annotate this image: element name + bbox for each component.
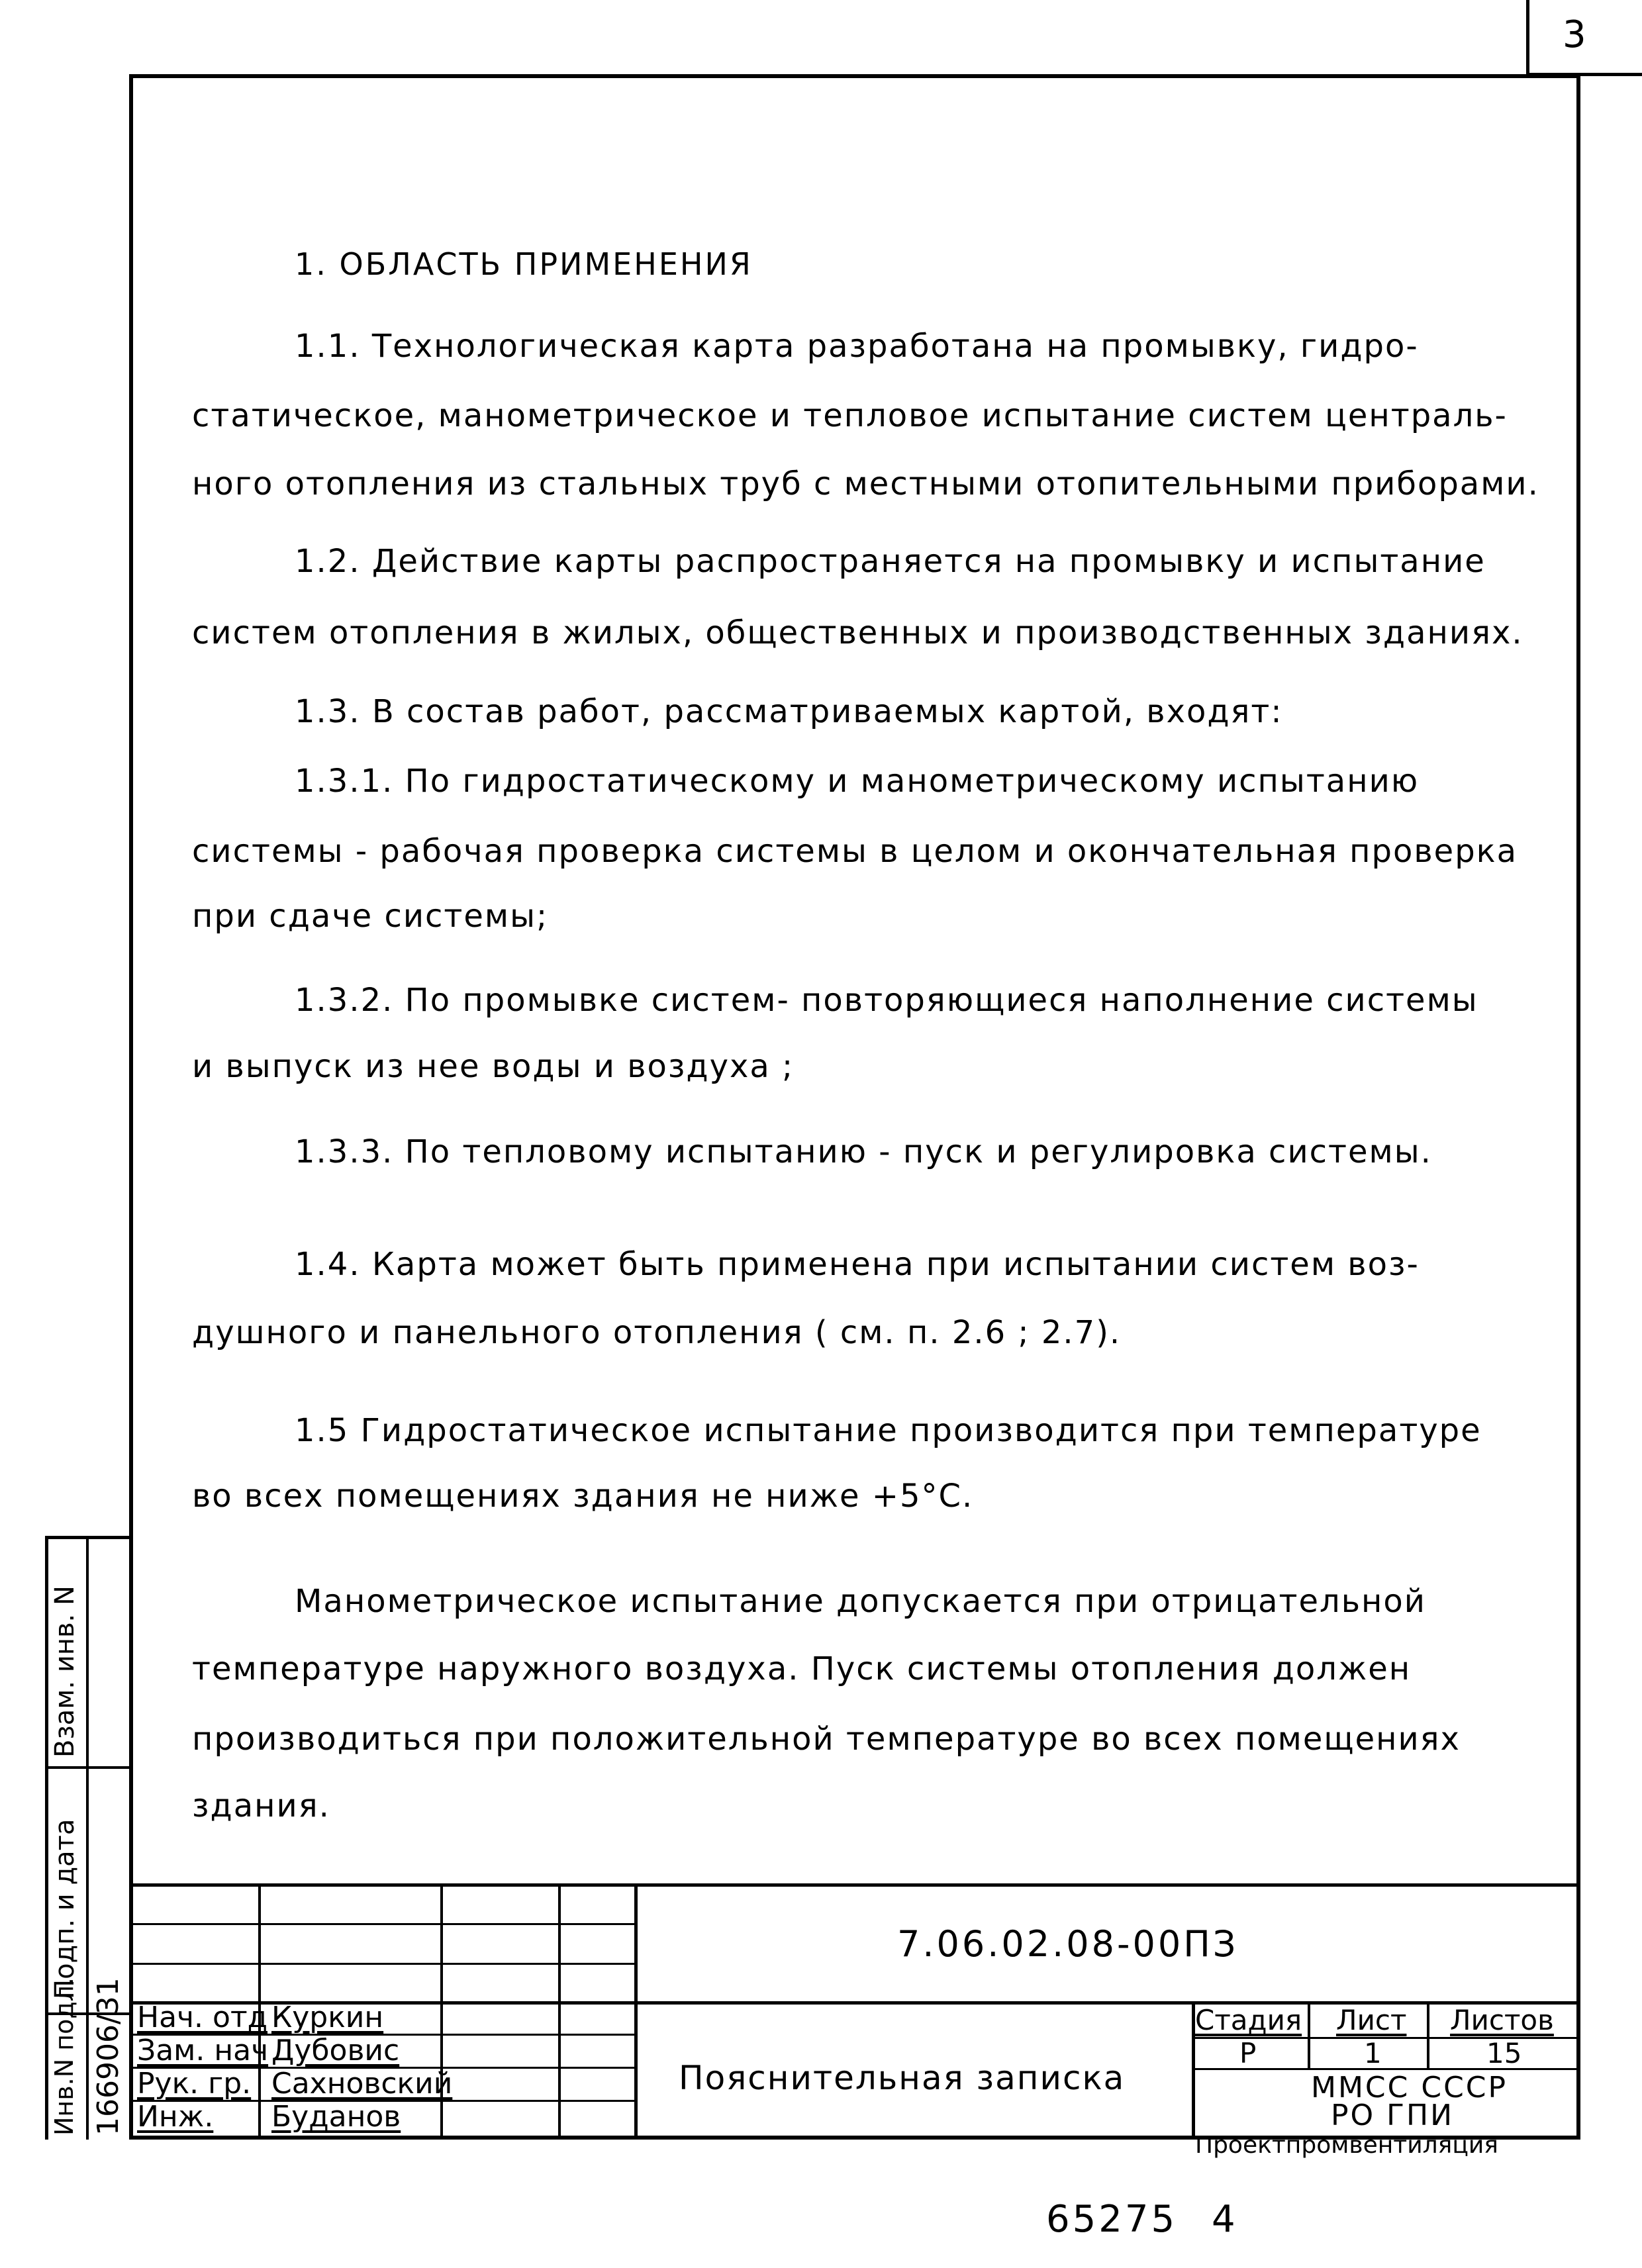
text-line: системы - рабочая проверка системы в целом и окончательная проверка <box>192 833 1518 870</box>
inv-label: Инв.N подл. <box>50 1977 79 2136</box>
stage-label: Стадия <box>1195 2004 1302 2036</box>
sheet-number-box-border <box>1526 0 1529 76</box>
document-title: Пояснительная записка <box>679 2059 1126 2097</box>
sign-date-label: Подп. и дата <box>50 1819 80 1999</box>
org-line-3: Проектпромвентиляция <box>1195 2132 1498 2159</box>
role-name: Дубовис <box>271 2034 400 2067</box>
text-line: во всех помещениях здания не ниже +5°С. <box>192 1478 974 1515</box>
role-label: Рук. гр. <box>137 2067 252 2101</box>
footer-page: 4 <box>1212 2198 1237 2241</box>
org-line-1: ММСС СССР <box>1311 2071 1508 2104</box>
role-label: Зам. нач <box>137 2034 269 2067</box>
text-line: душного и панельного отопления ( см. п. 2.6 ; 2.7). <box>192 1314 1122 1351</box>
text-line: Манометрическое испытание допускается при отрицательной <box>295 1583 1426 1620</box>
text-line: ного отопления из стальных труб с местными отопительными приборами. <box>192 465 1539 502</box>
replace-inv-label: Взам. инв. N <box>50 1585 80 1758</box>
text-line: 1.4. Карта может быть применена при испытании систем воз- <box>295 1246 1420 1283</box>
text-line: статическое, манометрическое и тепловое испытание систем централь- <box>192 397 1508 434</box>
role-name: Куркин <box>271 2001 384 2034</box>
sheets-value: 15 <box>1486 2037 1522 2069</box>
document-code: 7.06.02.08-00ПЗ <box>897 1923 1239 1965</box>
sheet-label: Лист <box>1336 2004 1407 2036</box>
section-heading: 1. ОБЛАСТЬ ПРИМЕНЕНИЯ <box>295 246 753 282</box>
text-line: 1.3.3. По тепловому испытанию - пуск и регулировка системы. <box>295 1133 1432 1170</box>
text-line: 1.3.2. По промывке систем- повторяющиеся наполнение системы <box>295 982 1478 1019</box>
text-line: 1.3. В состав работ, рассматриваемых картой, входят: <box>295 693 1283 730</box>
inv-value: 166906/31 <box>91 1977 125 2136</box>
role-label: Нач. отд <box>137 2001 267 2034</box>
page-frame <box>129 74 1580 2140</box>
stage-value: Р <box>1239 2037 1257 2069</box>
sheet-value: 1 <box>1364 2037 1382 2069</box>
text-line: здания. <box>192 1787 330 1824</box>
text-line: 1.5 Гидростатическое испытание производится при температуре <box>295 1412 1482 1449</box>
role-name: Сахновский <box>271 2067 453 2101</box>
text-line: 1.1. Технологическая карта разработана на промывку, гидро- <box>295 328 1419 365</box>
role-label: Инж. <box>137 2100 214 2134</box>
text-line: систем отопления в жилых, общественных и производственных зданиях. <box>192 614 1523 651</box>
text-line: при сдаче системы; <box>192 898 549 935</box>
footer-number: 65275 <box>1046 2198 1178 2241</box>
text-line: и выпуск из нее воды и воздуха ; <box>192 1048 795 1085</box>
org-line-2: РО ГПИ <box>1331 2099 1454 2132</box>
sheets-label: Листов <box>1450 2004 1554 2036</box>
role-name: Буданов <box>271 2100 401 2134</box>
sheet-number: 3 <box>1563 13 1588 56</box>
text-line: температуре наружного воздуха. Пуск системы отопления должен <box>192 1650 1412 1687</box>
text-line: 1.3.1. По гидростатическому и манометрическому испытанию <box>295 763 1420 800</box>
text-line: производиться при положительной температуре во всех помещениях <box>192 1721 1461 1758</box>
text-line: 1.2. Действие карты распространяется на промывку и испытание <box>295 543 1486 580</box>
